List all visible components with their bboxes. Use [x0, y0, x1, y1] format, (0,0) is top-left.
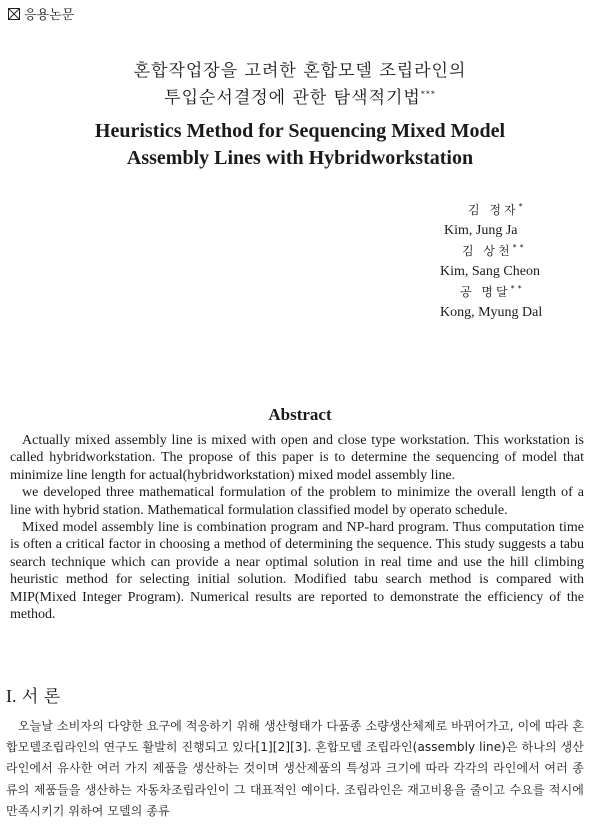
author-3-korean: [420, 282, 590, 303]
author-3-english: Kong, Myung Dal: [440, 304, 543, 320]
author-1-mark: *: [518, 202, 526, 211]
author-1-english: Kim, Jung Ja: [444, 222, 518, 238]
title-korean-line-1: 혼합작업장을 고려한 혼합모델 조립라인의: [133, 61, 467, 81]
author-1-korean-name: 김 정자: [468, 203, 519, 217]
boxed-cross-icon: [8, 8, 20, 20]
title-footnote-mark: ***: [420, 89, 436, 99]
abstract-paragraph-2: we developed three mathematical formulation of the problem to minimize the overall length of a line with hybrid station. Mathematical formulation classified model by operato schedule.: [10, 485, 584, 518]
title-english-line-2: Assembly Lines with Hybridworkstation: [126, 147, 474, 169]
author-2-korean: [420, 241, 590, 262]
section-paragraph: 오늘날 소비자의 다양한 요구에 적응하기 위해 생산형태가 다품종 소량생산체제로 바뀌어가고, 이에 따라 혼합모델조립라인의 연구도 활발히 진행되고 있다[1][2][3]. 혼합모델 조립라인(assembly line)은 하나의 생산라인에서 유사한 여러 가지 제품을 생산하는 것이며 생산제품의 특성과 크기에 따라 각각의 라인에서 여러 종류의 제품들을 생산하는 자동차조립라인이 그 대표적인 예이다. 조립라인은 재고비용을 줄이고 수요를 적시에 만족시키기 위하여 모델의 종류: [6, 719, 584, 818]
author-3-korean-name: 공 명달: [460, 285, 511, 299]
section-heading: [6, 682, 60, 707]
abstract-paragraph-3: Mixed model assembly line is combination program and NP-hard program. Thus computation time is often a critical factor in choosing a method of determining the sequence. This study suggests a tabu search technique which can provide a near optimal solution in real time and use the hill climbing heuristic method for selecting initial solution. Modified tabu search method is compared with MIP(Mixed Integer Program). Numerical results are reported to demonstrate the efficiency of the method.: [10, 520, 584, 623]
author-list: [420, 200, 590, 323]
category-label: [8, 4, 74, 23]
title-block: [0, 58, 600, 172]
title-korean-line-2: [0, 85, 600, 112]
abstract-body: [10, 432, 584, 623]
category-text: 응용논문: [24, 8, 75, 23]
author-1-korean: [420, 200, 590, 221]
title-english-line-1: Heuristics Method for Sequencing Mixed Model: [94, 120, 506, 142]
abstract-paragraph-1: Actually mixed assembly line is mixed with open and close type workstation. This workstation is called hybridworkstation. The propose of this paper is to determine the sequencing of model that minimize line length for actual(hybridworkstation) mixed model assembly line.: [10, 433, 584, 483]
author-2-english: Kim, Sang Cheon: [440, 263, 540, 279]
author-2-korean-name: 김 상천: [462, 244, 513, 258]
author-3-mark: **: [510, 284, 525, 293]
section-body: [6, 716, 584, 822]
title-korean-line-2-text: 투입순서결정에 관한 탐색적기법: [164, 88, 421, 108]
section-title: 서 론: [21, 687, 61, 707]
abstract-heading: Abstract: [268, 405, 332, 424]
author-2-mark: **: [512, 243, 527, 252]
section-number: I.: [6, 686, 17, 706]
